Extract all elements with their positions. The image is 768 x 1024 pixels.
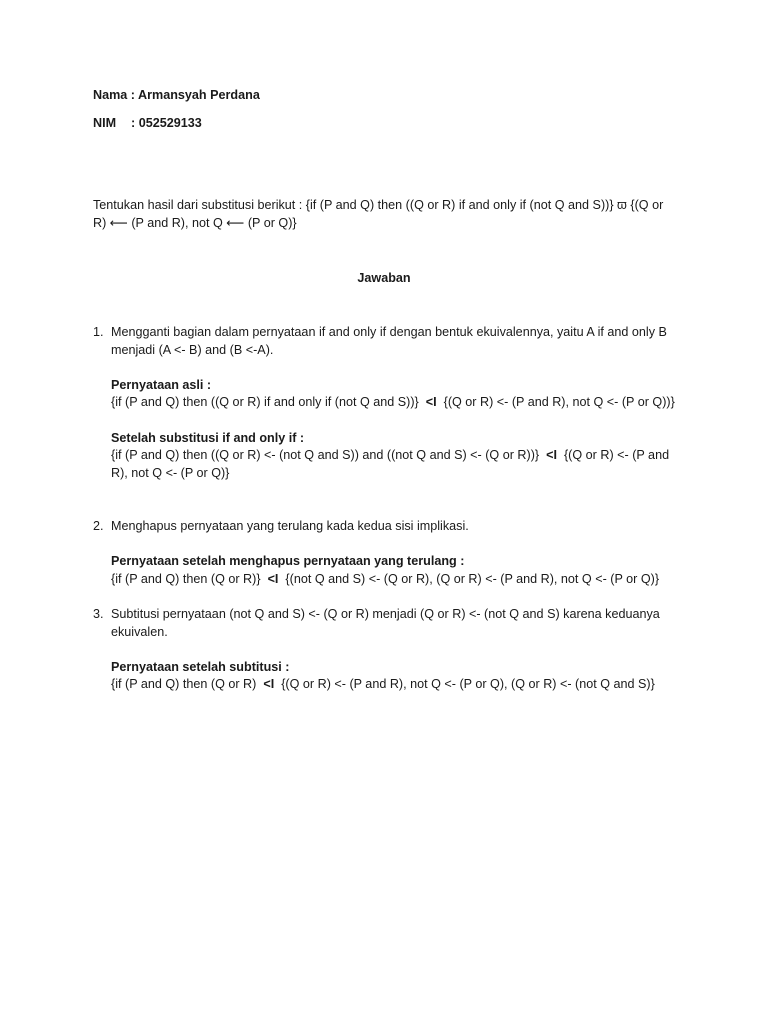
entailment-symbol: <I [425, 395, 437, 410]
expression [111, 676, 683, 694]
expr-right: {(Q or R) <- (P and R), not Q <- (P or Q)} [111, 448, 670, 480]
entailment-symbol: <I [263, 677, 275, 692]
expr-left: {if (P and Q) then ((Q or R) if and only if (not Q and S))} [111, 395, 419, 410]
block-heading: Pernyataan setelah subtitusi : [111, 659, 290, 674]
answer-title: Jawaban [357, 271, 411, 285]
expr-right: {(Q or R) <- (P and R), not Q <- (P or Q))} [443, 395, 675, 410]
block-heading: Setelah substitusi if and only if : [111, 430, 305, 445]
nim-value: : 052529133 [131, 116, 202, 130]
expr-left: {if (P and Q) then ((Q or R) <- (not Q and S)) and ((not Q and S) <- (Q or R))} [111, 448, 540, 463]
nim-label: NIM [93, 116, 117, 130]
block-heading: Pernyataan setelah menghapus pernyataan yang terulang : [111, 554, 465, 569]
step-number: 3. [93, 607, 104, 621]
question-text: Tentukan hasil dari substitusi berikut : {if (P and Q) then ((Q or R) if and only if (not Q and S))} ϖ {(Q or R) ⟵ (P and R), not Q ⟵ (P or Q)} [93, 198, 664, 230]
entailment-symbol: <I [267, 571, 279, 586]
entailment-symbol: <I [546, 448, 557, 463]
expr-right: {(not Q and S) <- (Q or R), (Q or R) <- (P and R), not Q <- (P or Q)} [285, 571, 660, 586]
step-number: 2. [93, 519, 104, 533]
expr-right: {(Q or R) <- (P and R), not Q <- (P or Q), (Q or R) <- (not Q and S)} [281, 677, 655, 692]
student-name [93, 87, 260, 105]
step-description: Mengganti bagian dalam pernyataan if and only if dengan bentuk ekuivalennya, yaitu A if and only B menjadi (A <- B) and (B <-A). [111, 325, 667, 357]
step-description: Subtitusi pernyataan (not Q and S) <- (Q or R) menjadi (Q or R) <- (not Q and S) karena keduanya ekuivalen. [111, 607, 660, 639]
student-nim [93, 115, 202, 133]
expression [111, 394, 683, 412]
block-heading: Pernyataan asli : [111, 377, 212, 392]
step-description: Menghapus pernyataan yang terulang kada kedua sisi implikasi. [111, 519, 469, 533]
step-number: 1. [93, 325, 104, 339]
expression [111, 447, 683, 482]
expr-left: {if (P and Q) then (Q or R)} [111, 571, 261, 586]
name-label: Nama : [93, 88, 139, 102]
name-value: Armansyah Perdana [138, 88, 260, 102]
expression [111, 571, 683, 589]
expr-left: {if (P and Q) then (Q or R) [111, 677, 257, 692]
